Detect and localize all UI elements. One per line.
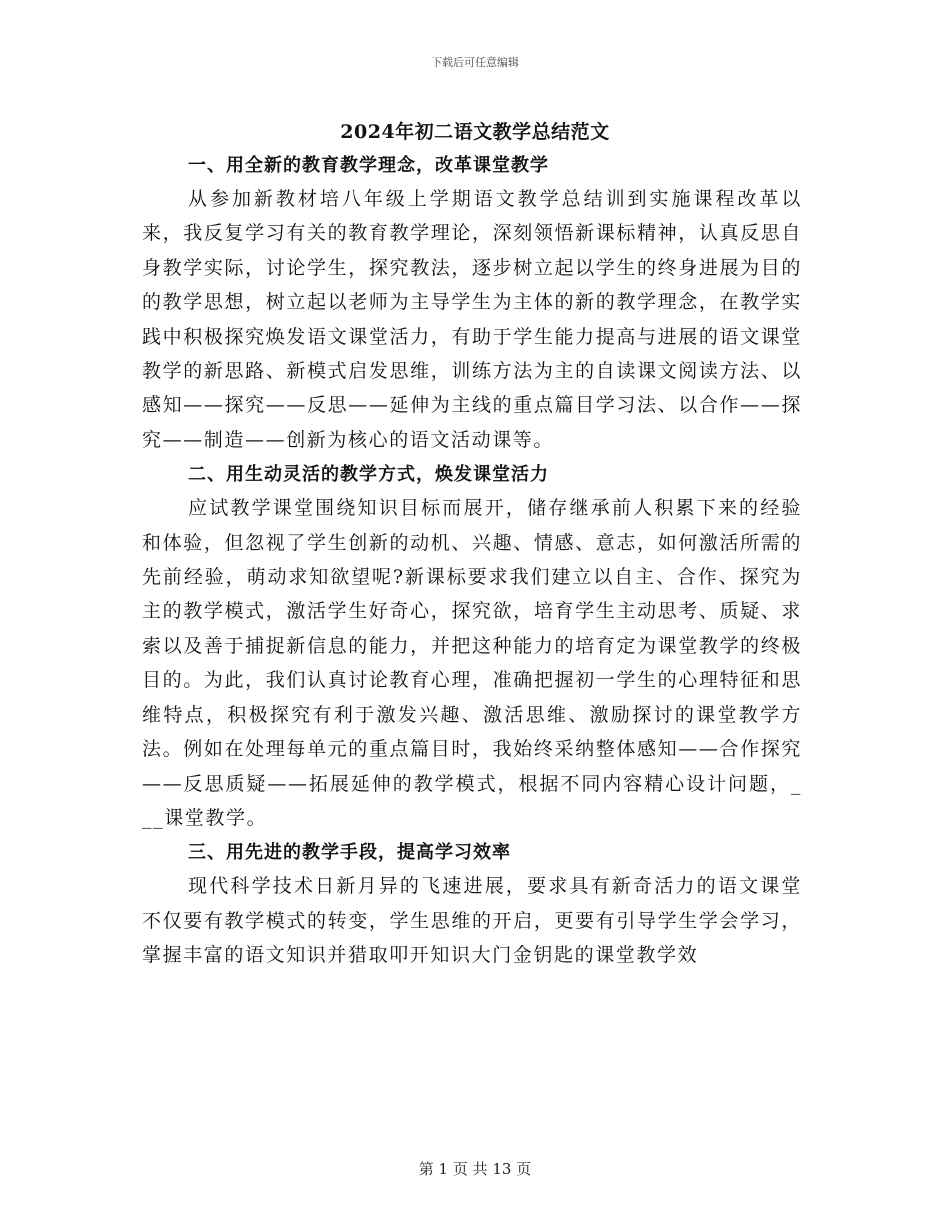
document-body <box>142 150 802 975</box>
page-footer: 第 1 页 共 13 页 <box>418 1160 532 1178</box>
document-title: 2024年初二语文教学总结范文 <box>340 121 610 143</box>
section-paragraph-3: 现代科学技术日新月异的飞速进展，要求具有新奇活力的语文课堂不仅要有教学模式的转变，学生思维的开启，更要有引导学生学会学习，掌握丰富的语文知识并猎取叩开知识大门金钥匙的课堂教学效 <box>142 875 802 967</box>
section-heading-3: 三、用先进的教学手段，提高学习效率 <box>188 842 511 864</box>
header-note: 下载后可任意编辑 <box>431 56 519 69</box>
section-heading-2: 二、用生动灵活的教学方式，焕发课堂活力 <box>188 464 549 486</box>
section-paragraph-1: 从参加新教材培八年级上学期语文教学总结训到实施课程改革以来，我反复学习有关的教育教学理论，深刻领悟新课标精神，认真反思自身教学实际，讨论学生，探究教法，逐步树立起以学生的终身进展为目的的教学思想，树立起以老师为主导学生为主体的新的教学理念，在教学实践中积极探究焕发语文课堂活力，有助于学生能力提高与进展的语文课堂教学的新思路、新模式启发思维，训练方法为主的自读课文阅读方法、以感知——探究——反思——延伸为主线的重点篇目学习法、以合作——探究——制造——创新为核心的语文活动课等。 <box>142 188 802 451</box>
section-heading-1: 一、用全新的教育教学理念，改革课堂教学 <box>188 155 549 176</box>
section-paragraph-2: 应试教学课堂围绕知识目标而展开，储存继承前人积累下来的经验和体验，但忽视了学生创新的动机、兴趣、情感、意志，如何激活所需的先前经验，萌动求知欲望呢?新课标要求我们建立以自主、合作、探究为主的教学模式，激活学生好奇心，探究欲，培育学生主动思考、质疑、求索以及善于捕捉新信息的能力，并把这种能力的培育定为课堂教学的终极目的。为此，我们认真讨论教育心理，准确把握初一学生的心理特征和思维特点，积极探究有利于激发兴趣、激活思维、激励探讨的课堂教学方法。例如在处理每单元的重点篇目时，我始终采纳整体感知——合作探究——反思质疑——拓展延伸的教学模式，根据不同内容精心设计问题，___课堂教学。 <box>142 497 802 829</box>
